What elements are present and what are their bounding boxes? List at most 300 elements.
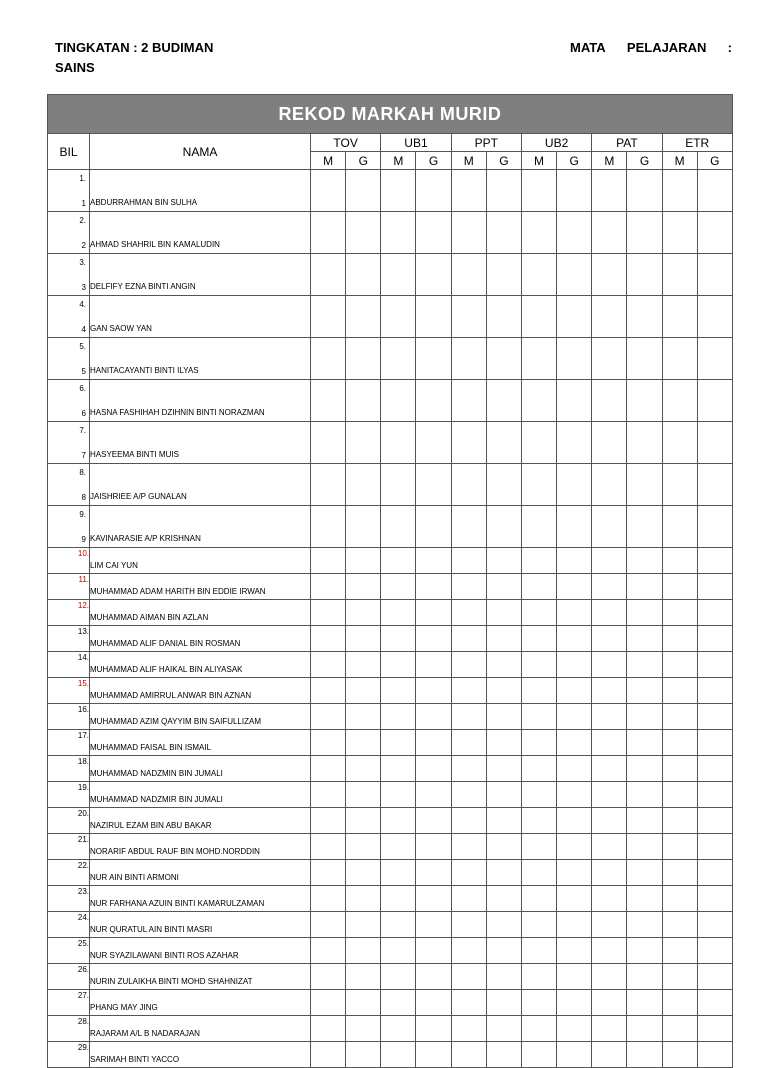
mark-cell[interactable]: [311, 808, 346, 834]
mark-cell[interactable]: [381, 756, 416, 782]
mark-cell[interactable]: [311, 506, 346, 548]
mark-cell[interactable]: [311, 964, 346, 990]
mark-cell[interactable]: [311, 860, 346, 886]
mark-cell[interactable]: [697, 212, 732, 254]
mark-cell[interactable]: [662, 938, 697, 964]
mark-cell[interactable]: [521, 1042, 556, 1068]
mark-cell[interactable]: [627, 704, 662, 730]
mark-cell[interactable]: [451, 860, 486, 886]
mark-cell[interactable]: [592, 380, 627, 422]
mark-cell[interactable]: [557, 938, 592, 964]
mark-cell[interactable]: [697, 626, 732, 652]
mark-cell[interactable]: [557, 380, 592, 422]
mark-cell[interactable]: [627, 212, 662, 254]
mark-cell[interactable]: [521, 600, 556, 626]
mark-cell[interactable]: [451, 338, 486, 380]
mark-cell[interactable]: [416, 886, 451, 912]
mark-cell[interactable]: [451, 938, 486, 964]
mark-cell[interactable]: [346, 860, 381, 886]
mark-cell[interactable]: [346, 296, 381, 338]
mark-cell[interactable]: [381, 506, 416, 548]
mark-cell[interactable]: [451, 422, 486, 464]
mark-cell[interactable]: [557, 1042, 592, 1068]
mark-cell[interactable]: [416, 254, 451, 296]
mark-cell[interactable]: [381, 574, 416, 600]
mark-cell[interactable]: [592, 338, 627, 380]
mark-cell[interactable]: [662, 548, 697, 574]
mark-cell[interactable]: [662, 296, 697, 338]
mark-cell[interactable]: [416, 296, 451, 338]
mark-cell[interactable]: [592, 1042, 627, 1068]
mark-cell[interactable]: [592, 938, 627, 964]
mark-cell[interactable]: [451, 912, 486, 938]
mark-cell[interactable]: [486, 834, 521, 860]
mark-cell[interactable]: [486, 964, 521, 990]
mark-cell[interactable]: [557, 464, 592, 506]
mark-cell[interactable]: [451, 296, 486, 338]
mark-cell[interactable]: [381, 626, 416, 652]
mark-cell[interactable]: [521, 380, 556, 422]
mark-cell[interactable]: [627, 782, 662, 808]
mark-cell[interactable]: [627, 626, 662, 652]
mark-cell[interactable]: [346, 1016, 381, 1042]
mark-cell[interactable]: [416, 548, 451, 574]
mark-cell[interactable]: [592, 296, 627, 338]
mark-cell[interactable]: [627, 652, 662, 678]
mark-cell[interactable]: [592, 600, 627, 626]
mark-cell[interactable]: [486, 422, 521, 464]
mark-cell[interactable]: [521, 254, 556, 296]
mark-cell[interactable]: [486, 990, 521, 1016]
mark-cell[interactable]: [662, 626, 697, 652]
mark-cell[interactable]: [416, 704, 451, 730]
mark-cell[interactable]: [416, 574, 451, 600]
mark-cell[interactable]: [697, 296, 732, 338]
mark-cell[interactable]: [627, 834, 662, 860]
mark-cell[interactable]: [662, 756, 697, 782]
mark-cell[interactable]: [592, 548, 627, 574]
mark-cell[interactable]: [451, 990, 486, 1016]
mark-cell[interactable]: [557, 548, 592, 574]
mark-cell[interactable]: [592, 912, 627, 938]
mark-cell[interactable]: [557, 964, 592, 990]
mark-cell[interactable]: [521, 964, 556, 990]
mark-cell[interactable]: [521, 626, 556, 652]
mark-cell[interactable]: [697, 834, 732, 860]
mark-cell[interactable]: [346, 464, 381, 506]
mark-cell[interactable]: [521, 1016, 556, 1042]
mark-cell[interactable]: [311, 756, 346, 782]
mark-cell[interactable]: [697, 860, 732, 886]
mark-cell[interactable]: [662, 964, 697, 990]
mark-cell[interactable]: [416, 1042, 451, 1068]
mark-cell[interactable]: [662, 506, 697, 548]
mark-cell[interactable]: [662, 860, 697, 886]
mark-cell[interactable]: [346, 964, 381, 990]
mark-cell[interactable]: [416, 1016, 451, 1042]
mark-cell[interactable]: [697, 338, 732, 380]
mark-cell[interactable]: [627, 678, 662, 704]
mark-cell[interactable]: [486, 296, 521, 338]
mark-cell[interactable]: [592, 506, 627, 548]
mark-cell[interactable]: [521, 756, 556, 782]
mark-cell[interactable]: [451, 782, 486, 808]
mark-cell[interactable]: [451, 1016, 486, 1042]
mark-cell[interactable]: [416, 990, 451, 1016]
mark-cell[interactable]: [592, 464, 627, 506]
mark-cell[interactable]: [627, 380, 662, 422]
mark-cell[interactable]: [381, 296, 416, 338]
mark-cell[interactable]: [381, 600, 416, 626]
mark-cell[interactable]: [557, 652, 592, 678]
mark-cell[interactable]: [627, 990, 662, 1016]
mark-cell[interactable]: [416, 380, 451, 422]
mark-cell[interactable]: [416, 464, 451, 506]
mark-cell[interactable]: [592, 678, 627, 704]
mark-cell[interactable]: [416, 626, 451, 652]
mark-cell[interactable]: [486, 782, 521, 808]
mark-cell[interactable]: [557, 834, 592, 860]
mark-cell[interactable]: [662, 212, 697, 254]
mark-cell[interactable]: [697, 964, 732, 990]
mark-cell[interactable]: [662, 990, 697, 1016]
mark-cell[interactable]: [486, 464, 521, 506]
mark-cell[interactable]: [697, 782, 732, 808]
mark-cell[interactable]: [557, 912, 592, 938]
mark-cell[interactable]: [557, 212, 592, 254]
mark-cell[interactable]: [627, 574, 662, 600]
mark-cell[interactable]: [311, 886, 346, 912]
mark-cell[interactable]: [557, 678, 592, 704]
mark-cell[interactable]: [697, 422, 732, 464]
mark-cell[interactable]: [451, 730, 486, 756]
mark-cell[interactable]: [311, 990, 346, 1016]
mark-cell[interactable]: [346, 1042, 381, 1068]
mark-cell[interactable]: [662, 678, 697, 704]
mark-cell[interactable]: [311, 296, 346, 338]
mark-cell[interactable]: [486, 600, 521, 626]
mark-cell[interactable]: [627, 1042, 662, 1068]
mark-cell[interactable]: [311, 1016, 346, 1042]
mark-cell[interactable]: [521, 338, 556, 380]
mark-cell[interactable]: [311, 938, 346, 964]
mark-cell[interactable]: [451, 652, 486, 678]
mark-cell[interactable]: [381, 730, 416, 756]
mark-cell[interactable]: [311, 380, 346, 422]
mark-cell[interactable]: [557, 296, 592, 338]
mark-cell[interactable]: [451, 678, 486, 704]
mark-cell[interactable]: [346, 834, 381, 860]
mark-cell[interactable]: [451, 964, 486, 990]
mark-cell[interactable]: [381, 938, 416, 964]
mark-cell[interactable]: [697, 652, 732, 678]
mark-cell[interactable]: [416, 756, 451, 782]
mark-cell[interactable]: [662, 338, 697, 380]
mark-cell[interactable]: [627, 1016, 662, 1042]
mark-cell[interactable]: [381, 912, 416, 938]
mark-cell[interactable]: [592, 574, 627, 600]
mark-cell[interactable]: [311, 170, 346, 212]
mark-cell[interactable]: [381, 422, 416, 464]
mark-cell[interactable]: [627, 938, 662, 964]
mark-cell[interactable]: [697, 808, 732, 834]
mark-cell[interactable]: [592, 1016, 627, 1042]
mark-cell[interactable]: [311, 704, 346, 730]
mark-cell[interactable]: [311, 548, 346, 574]
mark-cell[interactable]: [697, 756, 732, 782]
mark-cell[interactable]: [662, 574, 697, 600]
mark-cell[interactable]: [311, 730, 346, 756]
mark-cell[interactable]: [521, 678, 556, 704]
mark-cell[interactable]: [521, 212, 556, 254]
mark-cell[interactable]: [662, 1042, 697, 1068]
mark-cell[interactable]: [627, 730, 662, 756]
mark-cell[interactable]: [451, 212, 486, 254]
mark-cell[interactable]: [451, 254, 486, 296]
mark-cell[interactable]: [662, 1016, 697, 1042]
mark-cell[interactable]: [697, 574, 732, 600]
mark-cell[interactable]: [381, 254, 416, 296]
mark-cell[interactable]: [346, 678, 381, 704]
mark-cell[interactable]: [486, 380, 521, 422]
mark-cell[interactable]: [416, 808, 451, 834]
mark-cell[interactable]: [381, 1042, 416, 1068]
mark-cell[interactable]: [451, 834, 486, 860]
mark-cell[interactable]: [381, 990, 416, 1016]
mark-cell[interactable]: [381, 678, 416, 704]
mark-cell[interactable]: [381, 1016, 416, 1042]
mark-cell[interactable]: [521, 938, 556, 964]
mark-cell[interactable]: [557, 704, 592, 730]
mark-cell[interactable]: [627, 170, 662, 212]
mark-cell[interactable]: [416, 730, 451, 756]
mark-cell[interactable]: [697, 990, 732, 1016]
mark-cell[interactable]: [557, 506, 592, 548]
mark-cell[interactable]: [521, 574, 556, 600]
mark-cell[interactable]: [697, 464, 732, 506]
mark-cell[interactable]: [486, 704, 521, 730]
mark-cell[interactable]: [662, 704, 697, 730]
mark-cell[interactable]: [557, 600, 592, 626]
mark-cell[interactable]: [311, 678, 346, 704]
mark-cell[interactable]: [346, 170, 381, 212]
mark-cell[interactable]: [521, 652, 556, 678]
mark-cell[interactable]: [346, 338, 381, 380]
mark-cell[interactable]: [697, 600, 732, 626]
mark-cell[interactable]: [486, 574, 521, 600]
mark-cell[interactable]: [346, 422, 381, 464]
mark-cell[interactable]: [311, 626, 346, 652]
mark-cell[interactable]: [627, 338, 662, 380]
mark-cell[interactable]: [416, 834, 451, 860]
mark-cell[interactable]: [311, 464, 346, 506]
mark-cell[interactable]: [311, 652, 346, 678]
mark-cell[interactable]: [697, 678, 732, 704]
mark-cell[interactable]: [486, 652, 521, 678]
mark-cell[interactable]: [627, 254, 662, 296]
mark-cell[interactable]: [592, 886, 627, 912]
mark-cell[interactable]: [697, 380, 732, 422]
mark-cell[interactable]: [416, 212, 451, 254]
mark-cell[interactable]: [416, 506, 451, 548]
mark-cell[interactable]: [451, 464, 486, 506]
mark-cell[interactable]: [662, 652, 697, 678]
mark-cell[interactable]: [592, 704, 627, 730]
mark-cell[interactable]: [486, 626, 521, 652]
mark-cell[interactable]: [521, 912, 556, 938]
mark-cell[interactable]: [592, 626, 627, 652]
mark-cell[interactable]: [697, 730, 732, 756]
mark-cell[interactable]: [311, 422, 346, 464]
mark-cell[interactable]: [486, 678, 521, 704]
mark-cell[interactable]: [486, 912, 521, 938]
mark-cell[interactable]: [697, 886, 732, 912]
mark-cell[interactable]: [311, 834, 346, 860]
mark-cell[interactable]: [346, 626, 381, 652]
mark-cell[interactable]: [346, 506, 381, 548]
mark-cell[interactable]: [381, 380, 416, 422]
mark-cell[interactable]: [381, 170, 416, 212]
mark-cell[interactable]: [592, 212, 627, 254]
mark-cell[interactable]: [381, 782, 416, 808]
mark-cell[interactable]: [521, 834, 556, 860]
mark-cell[interactable]: [486, 860, 521, 886]
mark-cell[interactable]: [662, 886, 697, 912]
mark-cell[interactable]: [697, 548, 732, 574]
mark-cell[interactable]: [521, 860, 556, 886]
mark-cell[interactable]: [697, 912, 732, 938]
mark-cell[interactable]: [381, 548, 416, 574]
mark-cell[interactable]: [486, 1016, 521, 1042]
mark-cell[interactable]: [662, 912, 697, 938]
mark-cell[interactable]: [311, 600, 346, 626]
mark-cell[interactable]: [697, 938, 732, 964]
mark-cell[interactable]: [592, 756, 627, 782]
mark-cell[interactable]: [592, 782, 627, 808]
mark-cell[interactable]: [451, 600, 486, 626]
mark-cell[interactable]: [592, 990, 627, 1016]
mark-cell[interactable]: [451, 1042, 486, 1068]
mark-cell[interactable]: [627, 422, 662, 464]
mark-cell[interactable]: [697, 1016, 732, 1042]
mark-cell[interactable]: [521, 548, 556, 574]
mark-cell[interactable]: [311, 212, 346, 254]
mark-cell[interactable]: [557, 808, 592, 834]
mark-cell[interactable]: [311, 782, 346, 808]
mark-cell[interactable]: [627, 808, 662, 834]
mark-cell[interactable]: [557, 782, 592, 808]
mark-cell[interactable]: [416, 652, 451, 678]
mark-cell[interactable]: [381, 704, 416, 730]
mark-cell[interactable]: [451, 808, 486, 834]
mark-cell[interactable]: [451, 548, 486, 574]
mark-cell[interactable]: [662, 808, 697, 834]
mark-cell[interactable]: [486, 730, 521, 756]
mark-cell[interactable]: [451, 756, 486, 782]
mark-cell[interactable]: [416, 912, 451, 938]
mark-cell[interactable]: [416, 678, 451, 704]
mark-cell[interactable]: [557, 254, 592, 296]
mark-cell[interactable]: [662, 730, 697, 756]
mark-cell[interactable]: [592, 860, 627, 886]
mark-cell[interactable]: [416, 782, 451, 808]
mark-cell[interactable]: [697, 1042, 732, 1068]
mark-cell[interactable]: [381, 860, 416, 886]
mark-cell[interactable]: [521, 296, 556, 338]
mark-cell[interactable]: [451, 506, 486, 548]
mark-cell[interactable]: [486, 506, 521, 548]
mark-cell[interactable]: [521, 990, 556, 1016]
mark-cell[interactable]: [416, 860, 451, 886]
mark-cell[interactable]: [381, 212, 416, 254]
mark-cell[interactable]: [627, 506, 662, 548]
mark-cell[interactable]: [521, 422, 556, 464]
mark-cell[interactable]: [521, 782, 556, 808]
mark-cell[interactable]: [592, 422, 627, 464]
mark-cell[interactable]: [697, 506, 732, 548]
mark-cell[interactable]: [557, 170, 592, 212]
mark-cell[interactable]: [697, 170, 732, 212]
mark-cell[interactable]: [311, 574, 346, 600]
mark-cell[interactable]: [346, 912, 381, 938]
mark-cell[interactable]: [521, 464, 556, 506]
mark-cell[interactable]: [486, 548, 521, 574]
mark-cell[interactable]: [346, 990, 381, 1016]
mark-cell[interactable]: [451, 626, 486, 652]
mark-cell[interactable]: [486, 938, 521, 964]
mark-cell[interactable]: [381, 338, 416, 380]
mark-cell[interactable]: [592, 964, 627, 990]
mark-cell[interactable]: [557, 756, 592, 782]
mark-cell[interactable]: [451, 886, 486, 912]
mark-cell[interactable]: [592, 254, 627, 296]
mark-cell[interactable]: [521, 886, 556, 912]
mark-cell[interactable]: [627, 464, 662, 506]
mark-cell[interactable]: [381, 464, 416, 506]
mark-cell[interactable]: [416, 422, 451, 464]
mark-cell[interactable]: [697, 704, 732, 730]
mark-cell[interactable]: [451, 380, 486, 422]
mark-cell[interactable]: [557, 730, 592, 756]
mark-cell[interactable]: [521, 704, 556, 730]
mark-cell[interactable]: [486, 212, 521, 254]
mark-cell[interactable]: [346, 782, 381, 808]
mark-cell[interactable]: [381, 808, 416, 834]
mark-cell[interactable]: [381, 964, 416, 990]
mark-cell[interactable]: [451, 170, 486, 212]
mark-cell[interactable]: [557, 626, 592, 652]
mark-cell[interactable]: [662, 422, 697, 464]
mark-cell[interactable]: [346, 652, 381, 678]
mark-cell[interactable]: [627, 756, 662, 782]
mark-cell[interactable]: [346, 254, 381, 296]
mark-cell[interactable]: [521, 808, 556, 834]
mark-cell[interactable]: [557, 1016, 592, 1042]
mark-cell[interactable]: [662, 834, 697, 860]
mark-cell[interactable]: [592, 652, 627, 678]
mark-cell[interactable]: [627, 860, 662, 886]
mark-cell[interactable]: [346, 886, 381, 912]
mark-cell[interactable]: [346, 548, 381, 574]
mark-cell[interactable]: [662, 600, 697, 626]
mark-cell[interactable]: [486, 808, 521, 834]
mark-cell[interactable]: [486, 756, 521, 782]
mark-cell[interactable]: [346, 380, 381, 422]
mark-cell[interactable]: [592, 170, 627, 212]
mark-cell[interactable]: [662, 254, 697, 296]
mark-cell[interactable]: [592, 808, 627, 834]
mark-cell[interactable]: [311, 912, 346, 938]
